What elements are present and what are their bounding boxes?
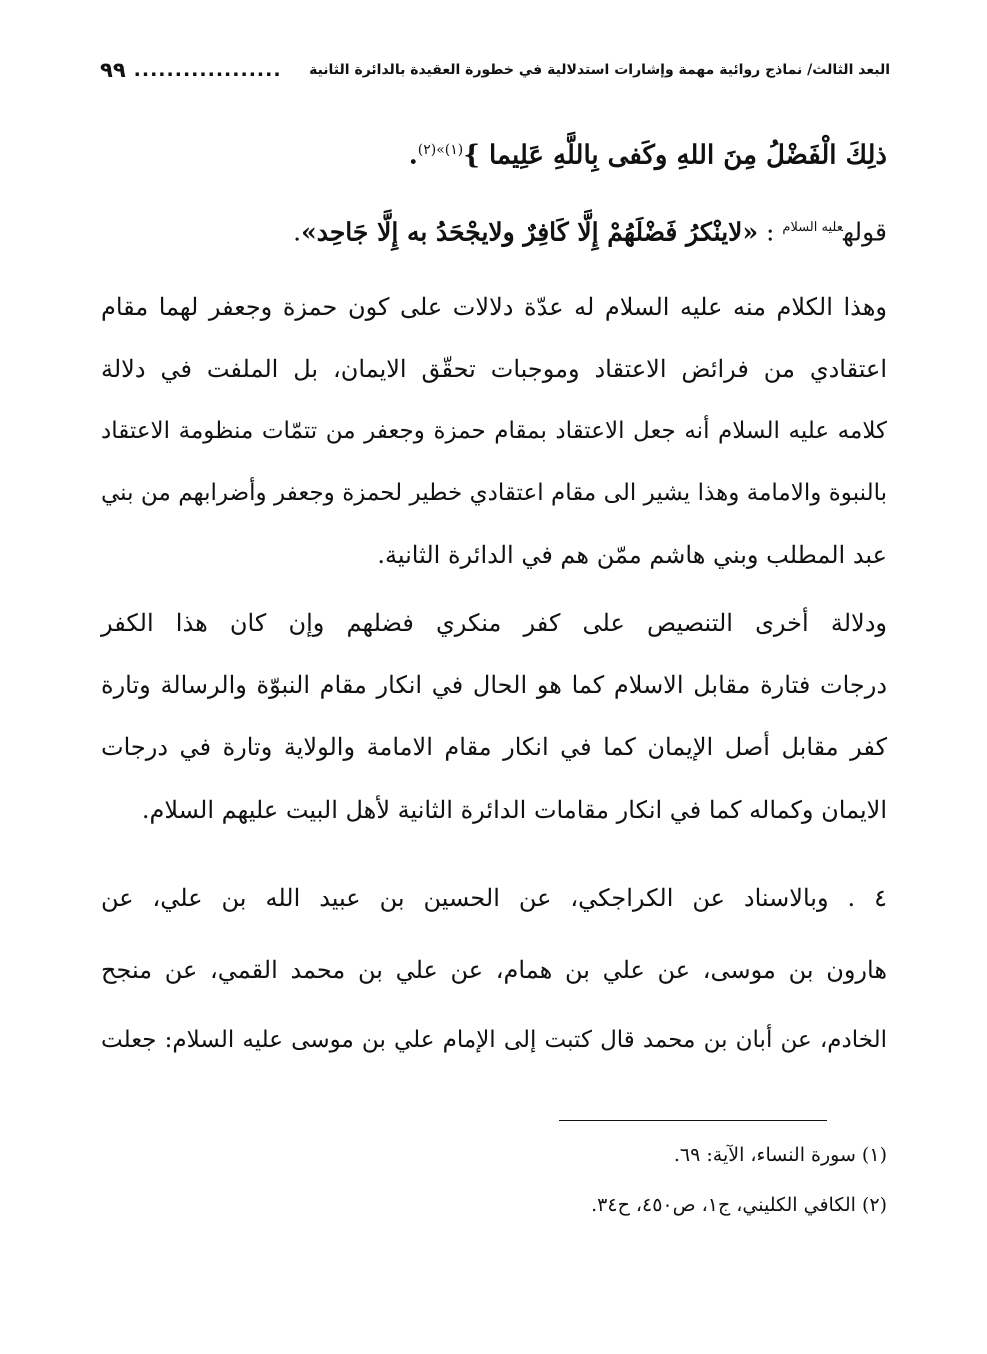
paragraph3-line: هارون بن موسى، عن علي بن همام، عن علي بن محمد القمي، عن منجح: [101, 956, 887, 984]
paragraph1-line: بالنبوة والامامة وهذا يشير الى مقام اعتقادي خطير لحمزة وجعفر وأضرابهم من بني: [101, 480, 887, 506]
honorific-glyph: عليه السلام: [782, 220, 843, 235]
paragraph1-line: كلامه عليه السلام أنه جعل الاعتقاد بمقام حمزة وجعفر من تتمّات منظومة الاعتقاد: [101, 418, 887, 444]
paragraph2-line: درجات فتارة مقابل الاسلام كما هو الحال في انكار مقام النبوّة والرسالة وتارة: [101, 671, 887, 699]
footnote-1: (١) سورة النساء، الآية: ٦٩.: [673, 1144, 887, 1166]
paragraph1-line: عبد المطلب وبني هاشم ممّن هم في الدائرة الثانية.: [377, 541, 887, 569]
paragraph3-line: الخادم، عن أبان بن محمد قال كتبت إلى الإمام علي بن موسى عليه السلام: جعلت: [101, 1027, 887, 1053]
hadith-colon: :: [758, 217, 783, 247]
footnote-divider: [559, 1120, 827, 1121]
quran-verse-line: [101, 128, 887, 178]
hadith-intro: قوله: [842, 217, 887, 247]
paragraph1-line: اعتقادي من فرائض الاعتقاد وموجبات تحقّق الايمان، بل الملفت في دلالة: [101, 355, 887, 383]
hadith-quote: «لاينْكرُ فَضْلَهُمْ إِلَّا كَافِرٌ ولايجْحَدُ به إِلَّا جَاحِد»: [301, 217, 759, 247]
verse-end-punct: .: [408, 140, 418, 171]
hadith-end-punct: .: [293, 217, 302, 247]
paragraph2-line: ودلالة أخرى التنصيص على كفر منكري فضلهم وإن كان هذا الكفر: [101, 609, 887, 637]
paragraph2-line: كفر مقابل أصل الإيمان كما في انكار مقام الامامة والولاية وتارة في درجات: [101, 733, 887, 761]
footnote-refs: (١)»(٢): [417, 142, 464, 158]
footnote-2: (٢) الكافي الكليني، ج١، ص٤٥٠، ح٣٤.: [591, 1194, 887, 1216]
quran-verse-text: ذلِكَ الْفَضْلُ مِنَ اللهِ وكَفى بِاللَّهِ عَلِيما }: [463, 140, 887, 171]
running-title: البعد الثالث/ نماذج روائية مهمة وإشارات استدلالية في خطورة العقيدة بالدائرة الثانية: [309, 62, 890, 78]
hadith-line: [101, 206, 887, 254]
header-leader-dots: ..................: [133, 59, 282, 81]
page-header: [100, 52, 890, 88]
page-number: ٩٩: [100, 58, 126, 82]
paragraph3-line: ٤ . وبالاسناد عن الكراجكي، عن الحسين بن عبيد الله بن علي، عن: [101, 884, 887, 912]
paragraph2-line: الايمان وكماله كما في انكار مقامات الدائرة الثانية لأهل البيت عليهم السلام.: [141, 796, 887, 824]
paragraph1-line: وهذا الكلام منه عليه السلام له عدّة دلالات على كون حمزة وجعفر لهما مقام: [101, 293, 888, 321]
